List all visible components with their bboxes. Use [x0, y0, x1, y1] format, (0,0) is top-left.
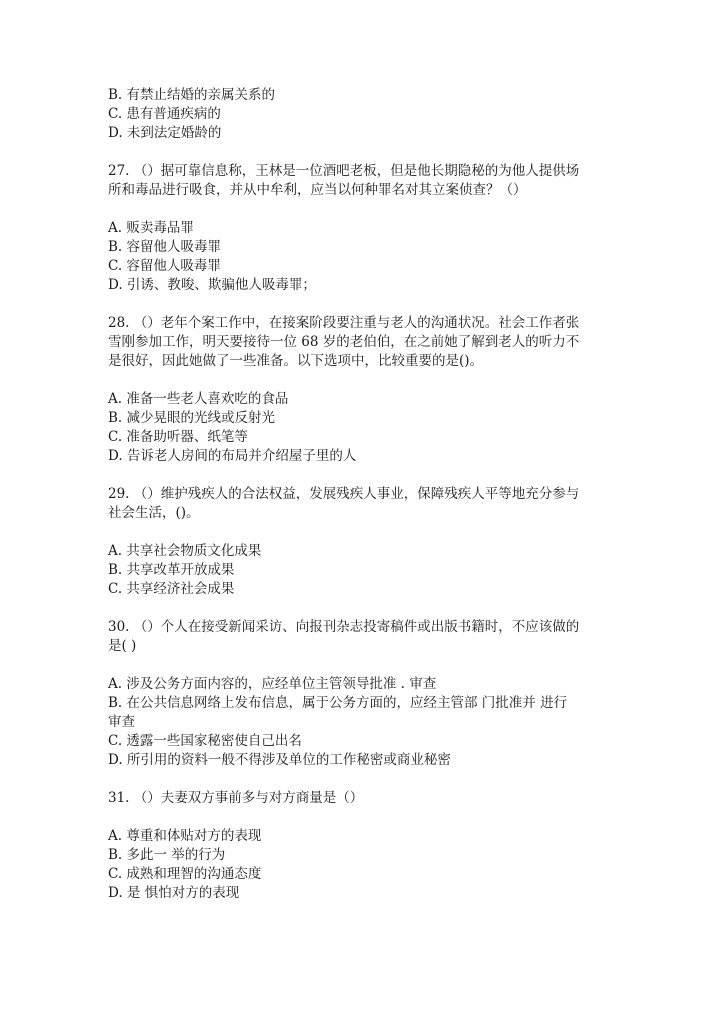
option-c: C. 共享经济社会成果 [108, 581, 235, 597]
option-b: B. 在公共信息网络上发布信息，属于公务方面的，应经主管部 门批准并 进行 [108, 695, 568, 711]
option-c: C. 准备助听器、纸笔等 [108, 429, 248, 445]
question-29-options [108, 542, 618, 599]
option-d: D. 所引用的资料一般不得涉及单位的工作秘密或商业秘密 [108, 752, 451, 768]
question-28-options [108, 390, 618, 466]
question-27-options [108, 219, 618, 295]
question-28 [108, 314, 618, 371]
option-b: B. 共享改革开放成果 [108, 562, 235, 578]
option-a: A. 准备一些老人喜欢吃的食品 [108, 391, 289, 407]
option-b-continued: 审查 [108, 714, 135, 730]
question-31 [108, 789, 618, 808]
option-d: D. 告诉老人房间的布局并介绍屋子里的人 [108, 448, 357, 464]
option-b: B. 减少晃眼的光线或反射光 [108, 410, 276, 426]
question-text-line: 31. （）夫妻双方事前多与对方商量是（） [108, 790, 364, 806]
question-30 [108, 618, 618, 656]
option-b: B. 容留他人吸毒罪 [108, 239, 222, 255]
question-30-options [108, 675, 618, 770]
previous-question-options [108, 86, 618, 143]
option-a: A. 涉及公务方面内容的，应经单位主管领导批准 . 审查 [108, 676, 437, 692]
option-d: D. 是 惧怕对方的表现 [108, 885, 240, 901]
question-text-line: 30. （）个人在接受新闻采访、向报刊杂志投寄稿件或出版书籍时，不应该做的 [108, 619, 580, 635]
question-text-line: 28. （）老年个案工作中，在接案阶段要注重与老人的沟通状况。社会工作者张 [108, 315, 580, 331]
option-c: C. 成熟和理智的沟通态度 [108, 866, 262, 882]
question-31-options [108, 827, 618, 903]
option-b: B. 有禁止结婚的亲属关系的 [108, 87, 276, 103]
option-c: C. 透露一些国家秘密使自己出名 [108, 733, 302, 749]
question-text-line: 是( ) [108, 638, 137, 654]
option-a: A. 尊重和体贴对方的表现 [108, 828, 262, 844]
option-c: C. 患有普通疾病的 [108, 106, 221, 122]
question-text-line: 29. （）维护残疾人的合法权益，发展残疾人事业，保障残疾人平等地充分参与 [108, 486, 580, 502]
question-29 [108, 485, 618, 523]
question-list [108, 86, 618, 903]
option-a: A. 共享社会物质文化成果 [108, 543, 262, 559]
option-d: D. 未到法定婚龄的 [108, 125, 222, 141]
question-text-line: 27. （）据可靠信息称，王林是一位酒吧老板，但是他长期隐秘的为他人提供场 [108, 163, 580, 179]
option-a: A. 贩卖毒品罪 [108, 220, 194, 236]
question-text-line: 是很好，因此她做了一些准备。以下选项中，比较重要的是()。 [108, 353, 484, 369]
option-d: D. 引诱、教唆、欺骗他人吸毒罪； [108, 277, 316, 293]
option-c: C. 容留他人吸毒罪 [108, 258, 221, 274]
question-27 [108, 162, 618, 200]
question-text-line: 雪刚参加工作，明天要接待一位 68 岁的老伯伯，在之前她了解到老人的听力不 [108, 334, 580, 350]
question-text-line: 社会生活，()。 [108, 505, 200, 521]
option-b: B. 多此一 举的行为 [108, 847, 226, 863]
question-text-line: 所和毒品进行吸食，并从中牟利，应当以何种罪名对其立案侦查？（） [108, 182, 527, 198]
